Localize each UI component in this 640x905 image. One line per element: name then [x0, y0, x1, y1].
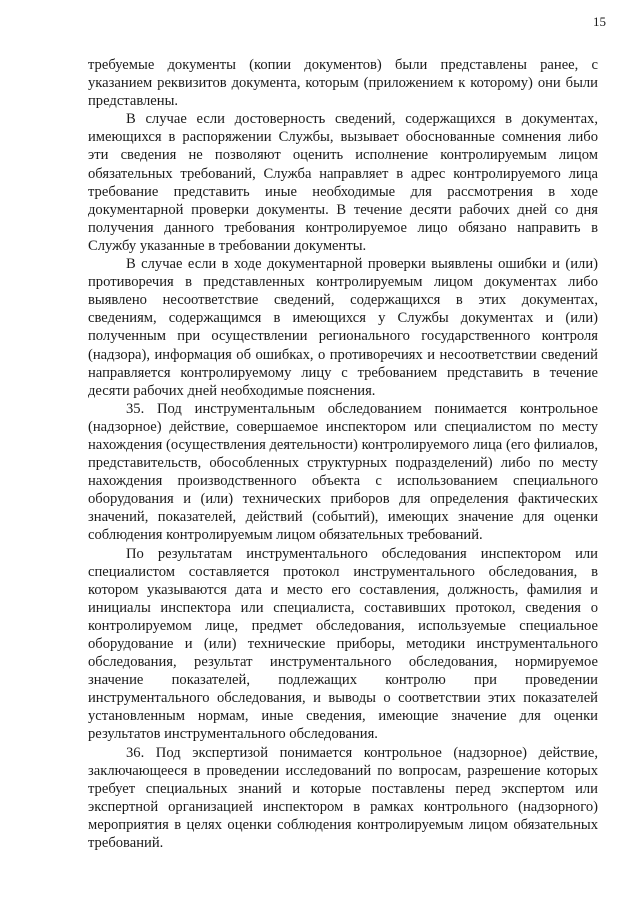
paragraph-errors-contradictions: В случае если в ходе документарной проверки выявлены ошибки и (или) противоречия в представленных контролируемым лицом документах либо выявлено несоответствие сведений, содержащихся в этих документах, сведениям, содержащимся в имеющихся у Службы документах и (или) полученным при осуществлении регионального государственного контроля (надзора), информация об ошибках, о противоречиях и несоответствии сведений направляется контролируемому лицу с требованием представить в течение десяти рабочих дней необходимые пояснения. — [88, 256, 598, 399]
paragraph-clause-36: 36. Под экспертизой понимается контрольное (надзорное) действие, заключающееся в проведении исследований по вопросам, разрешение которых требует специальных знаний и которые поставлены перед экспертом или экспертной организацией инспектором в рамках контрольного (надзорного) мероприятия в целях оценки соблюдения контролируемым лицом обязательных требований. — [88, 744, 598, 852]
paragraph-reliability-doubts: В случае если достоверность сведений, содержащихся в документах, имеющихся в распоряжении Службы, вызывает обоснованные сомнения либо эти сведения не позволяют оценить исполнение контролируемым лицом обязательных требований, Служба направляет в адрес контролируемого лица требование представить иные необходимые для рассмотрения в ходе документарной проверки документы. В течение десяти рабочих дней со дня получения данного требования контролируемое лицо обязано направить в Службу указанные в требовании документы. — [88, 111, 598, 254]
paragraph-continuation: требуемые документы (копии документов) были представлены ранее, с указанием реквизитов документа, которым (приложением к которому) они были представлены. — [88, 57, 598, 110]
document-body — [88, 56, 598, 852]
paragraph-clause-35: 35. Под инструментальным обследованием понимается контрольное (надзорное) действие, совершаемое инспектором или специалистом по месту нахождения (осуществления деятельности) контролируемого лица (его филиалов, представительств, обособленных структурных подразделений) либо по месту нахождения производственного объекта с использованием специального оборудования и (или) технических приборов для определения фактических значений, показателей, действий (событий), имеющих значение для оценки соблюдения контролируемым лицом обязательных требований. — [88, 400, 598, 544]
paragraph-inspection-protocol: По результатам инструментального обследования инспектором или специалистом составляется протокол инструментального обследования, в котором указываются дата и место его составления, должность, фамилия и инициалы инспектора или специалиста, составивших протокол, сведения о контролируемом лице, предмет обследования, используемые специальное оборудование и (или) технические приборы, методики инструментального обследования, результат инструментального обследования, нормируемое значение показателей, подлежащих контролю при проведении инструментального обследования, и выводы о соответствии этих показателей установленным нормам, иные сведения, имеющие значение для оценки результатов инструментального обследования. — [88, 545, 598, 743]
page-number: 15 — [593, 14, 606, 29]
